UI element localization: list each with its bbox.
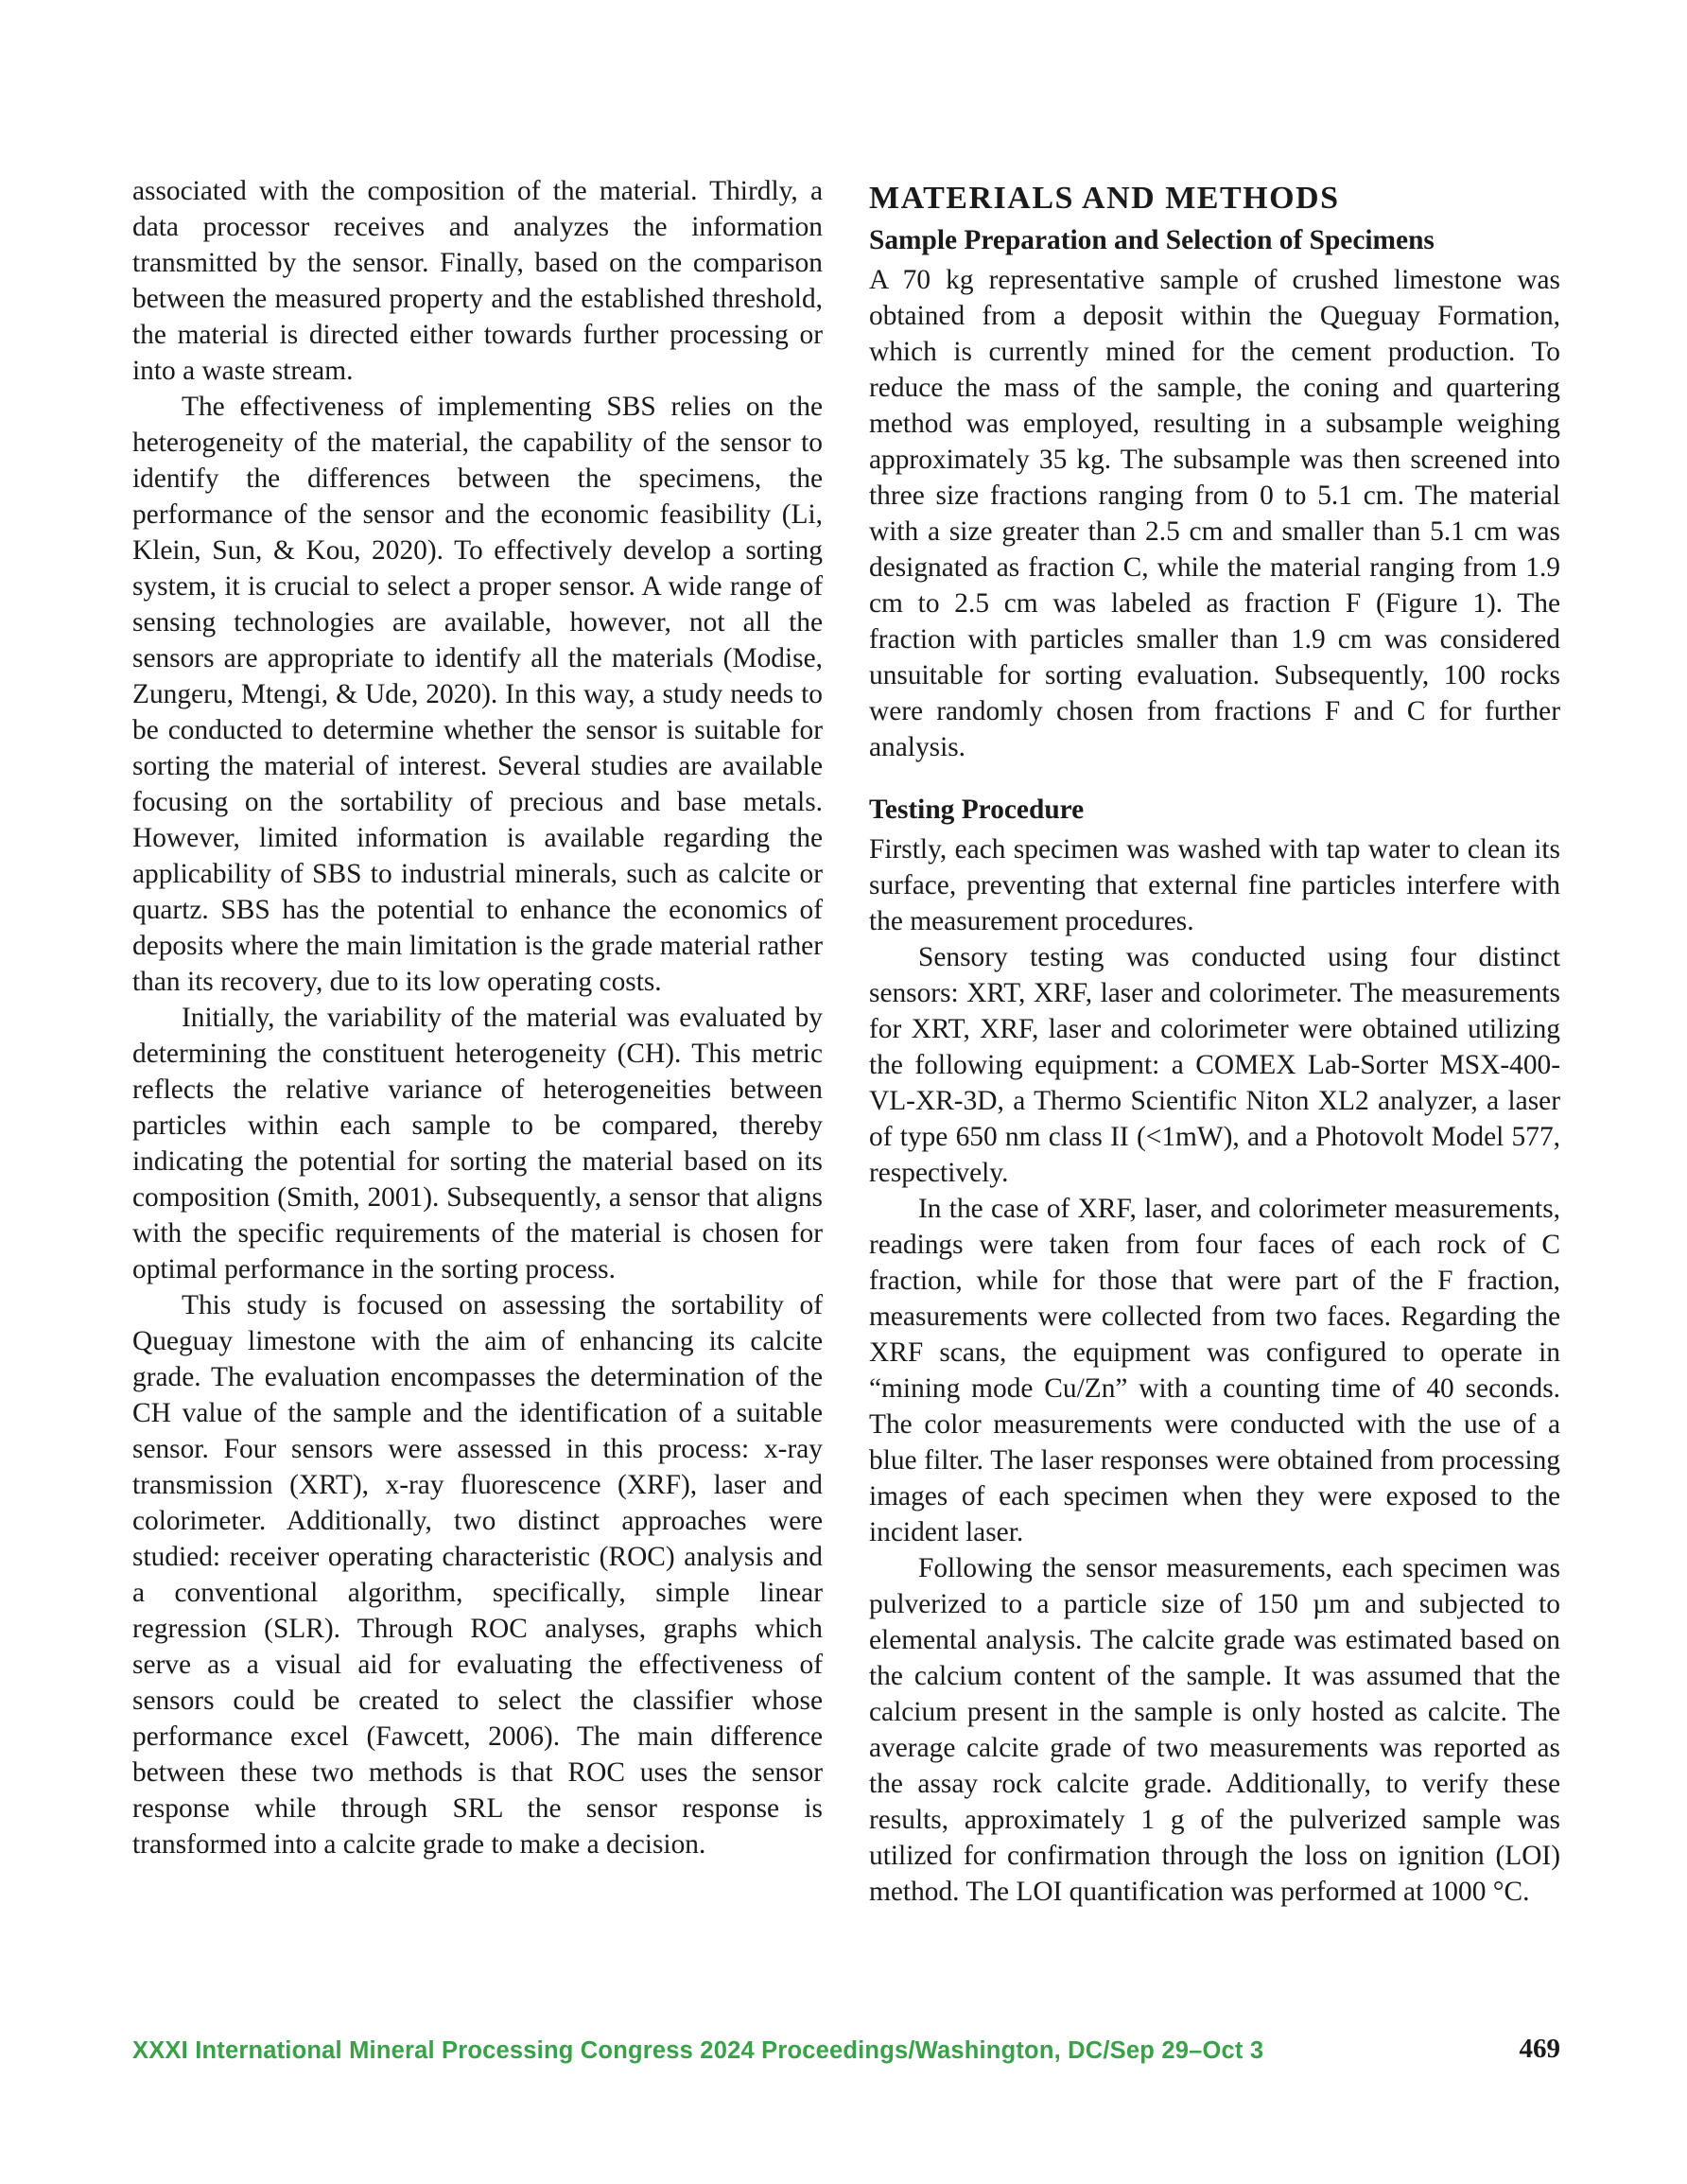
page-footer <box>132 2034 1560 2071</box>
body-paragraph: A 70 kg representative sample of crushed limestone was obtained from a deposit within the Queguay Formation, which is currently mined for the cement production. To reduce the mass of the sample, the coning and quartering method was employed, resulting in a subsample weighing approximately 35 kg. The subsample was then screened into three size fractions ranging from 0 to 5.1 cm. The material with a size greater than 2.5 cm and smaller than 5.1 cm was designated as fraction C, while the material ranging from 1.9 cm to 2.5 cm was labeled as fraction F (Figure 1). The fraction with particles smaller than 1.9 cm was considered unsuitable for sorting evaluation. Subsequently, 100 rocks were randomly chosen from fractions F and C for further analysis. <box>869 265 1560 762</box>
body-paragraph: Following the sensor measurements, each specimen was pulverized to a particle size of 150 µm and subjected to elemental analysis. The calcite grade was estimated based on the calcium content of the sample. It was assumed that the calcium present in the sample is only hosted as calcite. The average calcite grade of two measurements was reported as the assay rock calcite grade. Additionally, to verify these results, approximately 1 g of the pulverized sample was utilized for confirmation through the loss on ignition (LOI) method. The LOI quantification was performed at 1000 °C. <box>869 1553 1560 1907</box>
subsection-heading: Sample Preparation and Selection of Specimens <box>869 225 1435 255</box>
subsection-heading: Testing Procedure <box>869 795 1085 825</box>
body-paragraph: associated with the composition of the material. Thirdly, a data processor receives and analyzes the information transmitted by the sensor. Finally, based on the comparison between the measured property and the established threshold, the material is directed either towards further processing or into a waste stream. <box>132 176 823 386</box>
footer-proceedings-title: XXXI International Mineral Processing Congress 2024 Proceedings/Washington, DC/Sep 29–Oct 3 <box>132 2037 1264 2064</box>
body-paragraph: The effectiveness of implementing SBS relies on the heterogeneity of the material, the capability of the sensor to identify the differences between the specimens, the performance of the sensor and the economic feasibility (Li, Klein, Sun, & Kou, 2020). To effectively develop a sorting system, it is crucial to select a proper sensor. A wide range of sensing technologies are available, however, not all the sensors are appropriate to identify all the materials (Modise, Zungeru, Mtengi, & Ude, 2020). In this way, a study needs to be conducted to determine whether the sensor is suitable for sorting the material of interest. Several studies are available focusing on the sortability of precious and base metals. However, limited information is available regarding the applicability of SBS to industrial minerals, such as calcite or quartz. SBS has the potential to enhance the economics of deposits where the main limitation is the grade material rather than its recovery, due to its low operating costs. <box>132 392 823 997</box>
body-paragraph: This study is focused on assessing the sortability of Queguay limestone with the aim of enhancing its calcite grade. The evaluation encompasses the determination of the CH value of the sample and the identification of a suitable sensor. Four sensors were assessed in this process: x-ray transmission (XRT), x-ray fluorescence (XRF), laser and colorimeter. Additionally, two distinct approaches were studied: receiver operating characteristic (ROC) analysis and a conventional algorithm, specifically, simple linear regression (SLR). Through ROC analyses, graphs which serve as a visual aid for evaluating the effectiveness of sensors could be created to select the classifier whose performance excel (Fawcett, 2006). The main difference between these two methods is that ROC uses the sensor response while through SRL the sensor response is transformed into a calcite grade to make a decision. <box>132 1290 823 1860</box>
body-paragraph: Sensory testing was conducted using four distinct sensors: XRT, XRF, laser and colorimeter. The measurements for XRT, XRF, laser and colorimeter were obtained utilizing the following equipment: a COMEX Lab-Sorter MSX-400-VL-XR-3D, a Thermo Scientific Niton XL2 analyzer, a laser of type 650 nm class II (<1mW), and a Photovolt Model 577, respectively. <box>869 942 1560 1188</box>
right-column <box>869 173 1560 1910</box>
body-paragraph: Firstly, each specimen was washed with tap water to clean its surface, preventing that external fine particles interfere with the measurement procedures. <box>869 834 1560 936</box>
page-number: 469 <box>1519 2034 1560 2064</box>
body-paragraph: Initially, the variability of the material was evaluated by determining the constituent heterogeneity (CH). This metric reflects the relative variance of heterogeneities between particles within each sample to be compared, thereby indicating the potential for sorting the material based on its composition (Smith, 2001). Subsequently, a sensor that aligns with the specific requirements of the material is chosen for optimal performance in the sorting process. <box>132 1003 823 1284</box>
body-paragraph: In the case of XRF, laser, and colorimeter measurements, readings were taken from four faces of each rock of C fraction, while for those that were part of the F fraction, measurements were collected from two faces. Regarding the XRF scans, the equipment was configured to operate in “mining mode Cu/Zn” with a counting time of 40 seconds. The color measurements were conducted with the use of a blue filter. The laser responses were obtained from processing images of each specimen when they were exposed to the incident laser. <box>869 1194 1560 1547</box>
left-column <box>132 173 823 1862</box>
section-heading: MATERIALS AND METHODS <box>869 181 1340 216</box>
